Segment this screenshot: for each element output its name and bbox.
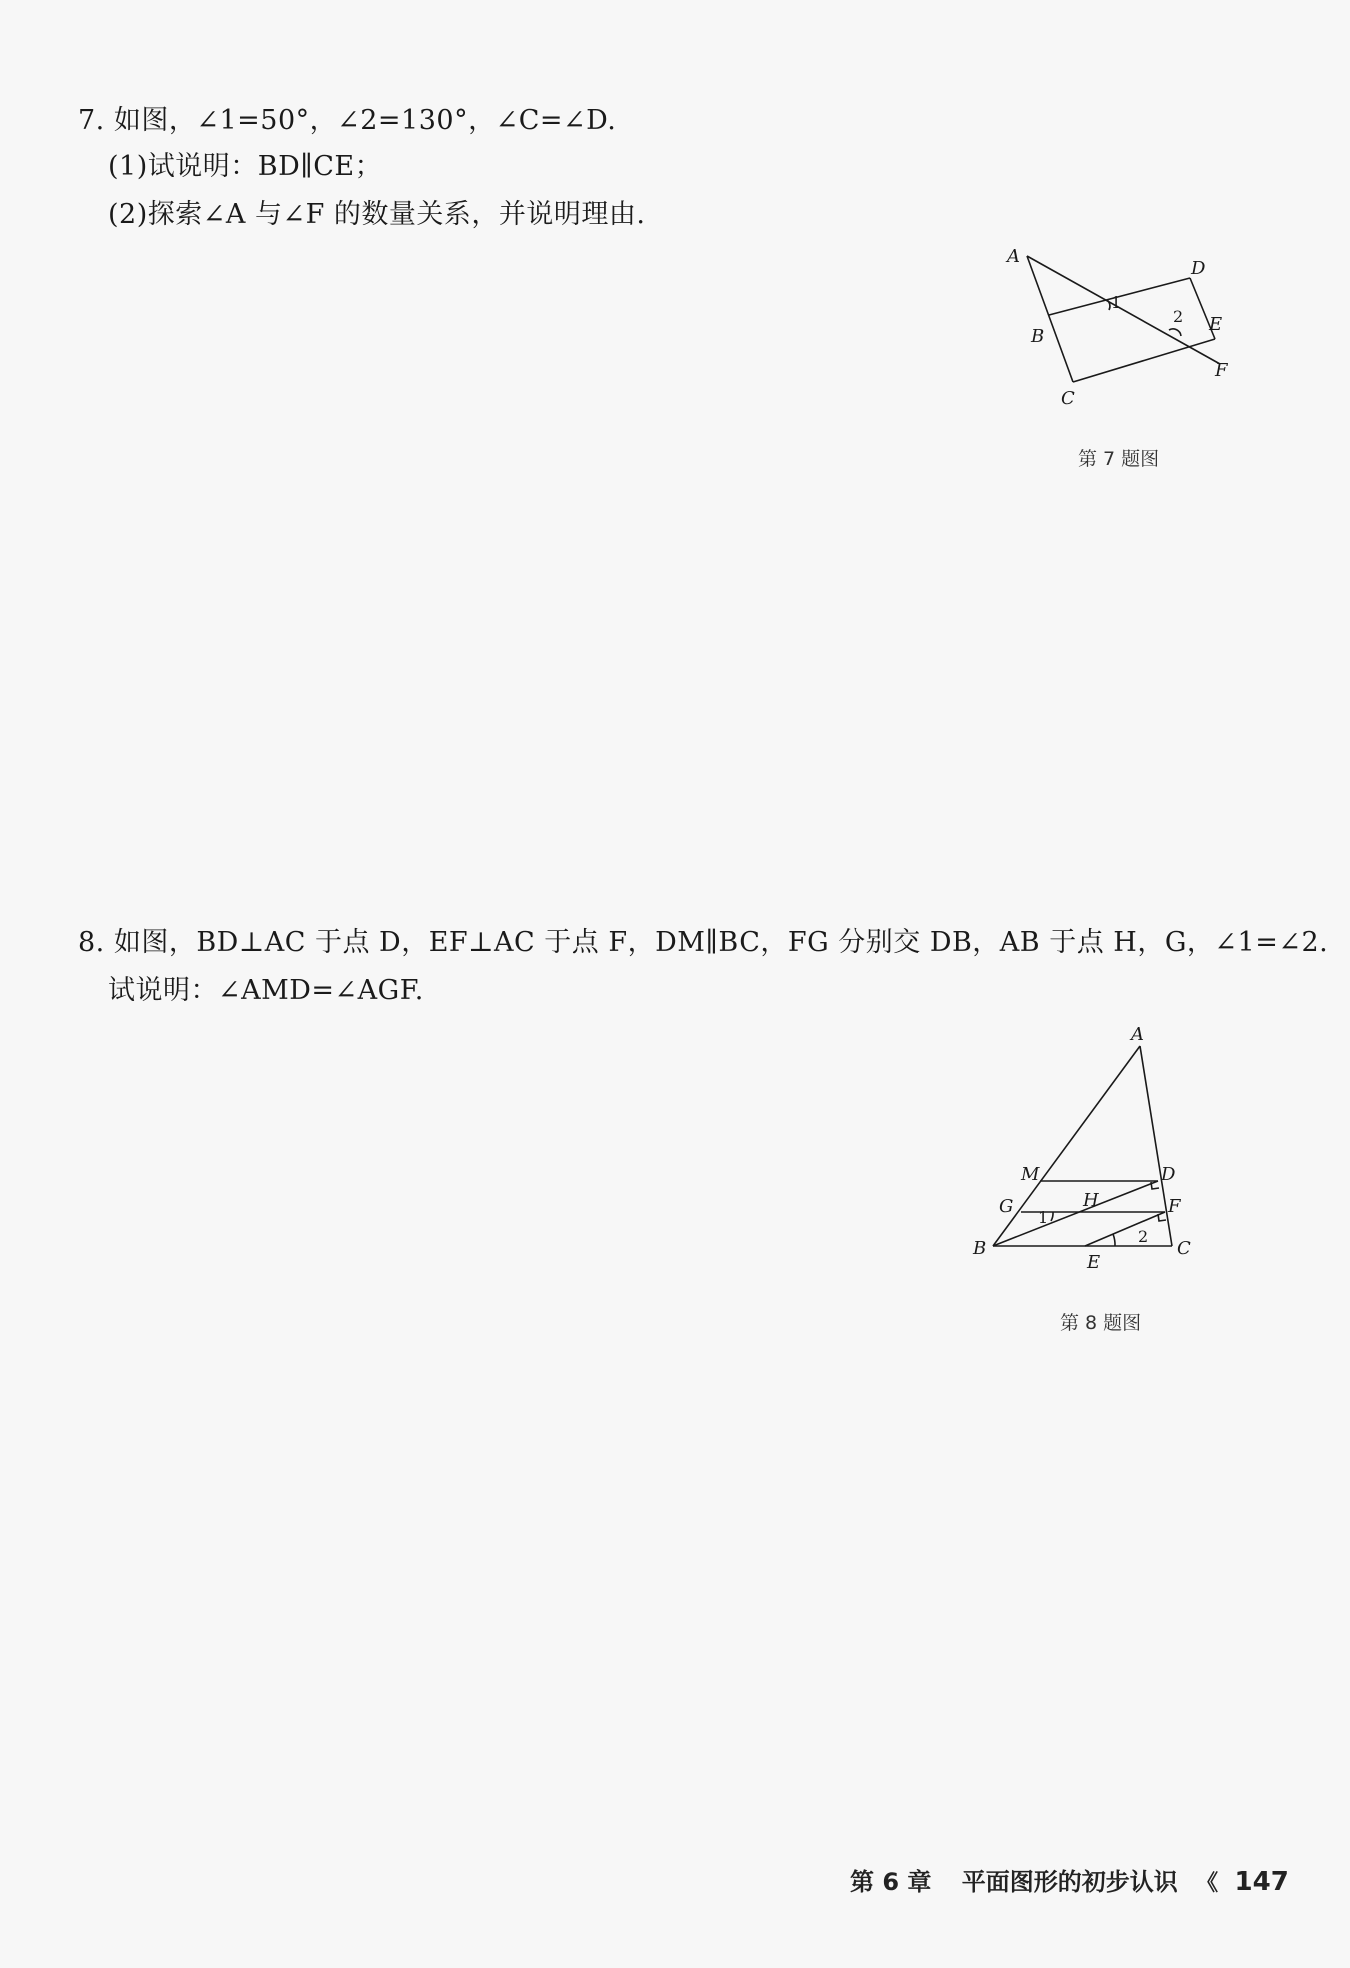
q7-angle2-label: 2 xyxy=(1173,307,1184,326)
q7-label-E: E xyxy=(1209,314,1223,335)
q7-angle2-arc xyxy=(1169,329,1181,336)
q7-label-A: A xyxy=(1007,246,1020,267)
q7-figure-caption: 第 7 题图 xyxy=(1078,448,1160,470)
q7-line-AC xyxy=(1027,256,1073,382)
q8-label-B: B xyxy=(973,1238,987,1259)
q8-label-A: A xyxy=(1131,1024,1144,1045)
q8-label-D: D xyxy=(1161,1164,1176,1185)
q7-part1: (1)试说明：BD∥CE； xyxy=(108,151,383,182)
q8-angle2-label: 2 xyxy=(1138,1227,1149,1246)
footer-chapter: 第 6 章 xyxy=(850,1868,932,1896)
q7-angle1-label: 1 xyxy=(1111,293,1122,312)
q8-label-E: E xyxy=(1087,1252,1101,1273)
q8-label-C: C xyxy=(1177,1238,1191,1259)
q7-label-F: F xyxy=(1215,360,1228,381)
q8-stem: 8. 如图，BD⊥AC 于点 D，EF⊥AC 于点 F，DM∥BC，FG 分别交 DB，AB 于点 H，G，∠1=∠2. xyxy=(78,927,1329,958)
page-footer xyxy=(850,1862,1289,1897)
page-number: 147 xyxy=(1234,1867,1289,1897)
q8-angle1-label: 1 xyxy=(1038,1208,1049,1227)
q8-label-M: M xyxy=(1021,1164,1040,1185)
q8-label-F: F xyxy=(1168,1196,1181,1217)
q8-figure xyxy=(965,1018,1240,1288)
q8-figure-caption: 第 8 题图 xyxy=(1060,1312,1142,1334)
q8-line-EF xyxy=(1085,1212,1165,1246)
q7-label-B: B xyxy=(1031,326,1045,347)
footer-chapter-title: 平面图形的初步认识 xyxy=(961,1868,1178,1896)
q7-label-D: D xyxy=(1191,258,1206,279)
q8-angle2-arc xyxy=(1113,1234,1115,1246)
q7-part2: (2)探索∠A 与∠F 的数量关系，并说明理由. xyxy=(108,199,646,230)
q7-label-C: C xyxy=(1061,388,1075,409)
q8-line-AB xyxy=(993,1046,1140,1246)
q8-label-H: H xyxy=(1083,1190,1099,1211)
q7-figure xyxy=(995,240,1255,420)
q7-stem: 7. 如图，∠1=50°，∠2=130°，∠C=∠D. xyxy=(78,105,617,136)
q7-line-CE xyxy=(1073,339,1215,382)
q8-part1: 试说明：∠AMD=∠AGF. xyxy=(108,975,424,1006)
double-chevron-left-icon: 《 xyxy=(1196,1871,1219,1896)
q8-label-G: G xyxy=(999,1196,1014,1217)
q8-angle1-arc xyxy=(1051,1212,1053,1221)
